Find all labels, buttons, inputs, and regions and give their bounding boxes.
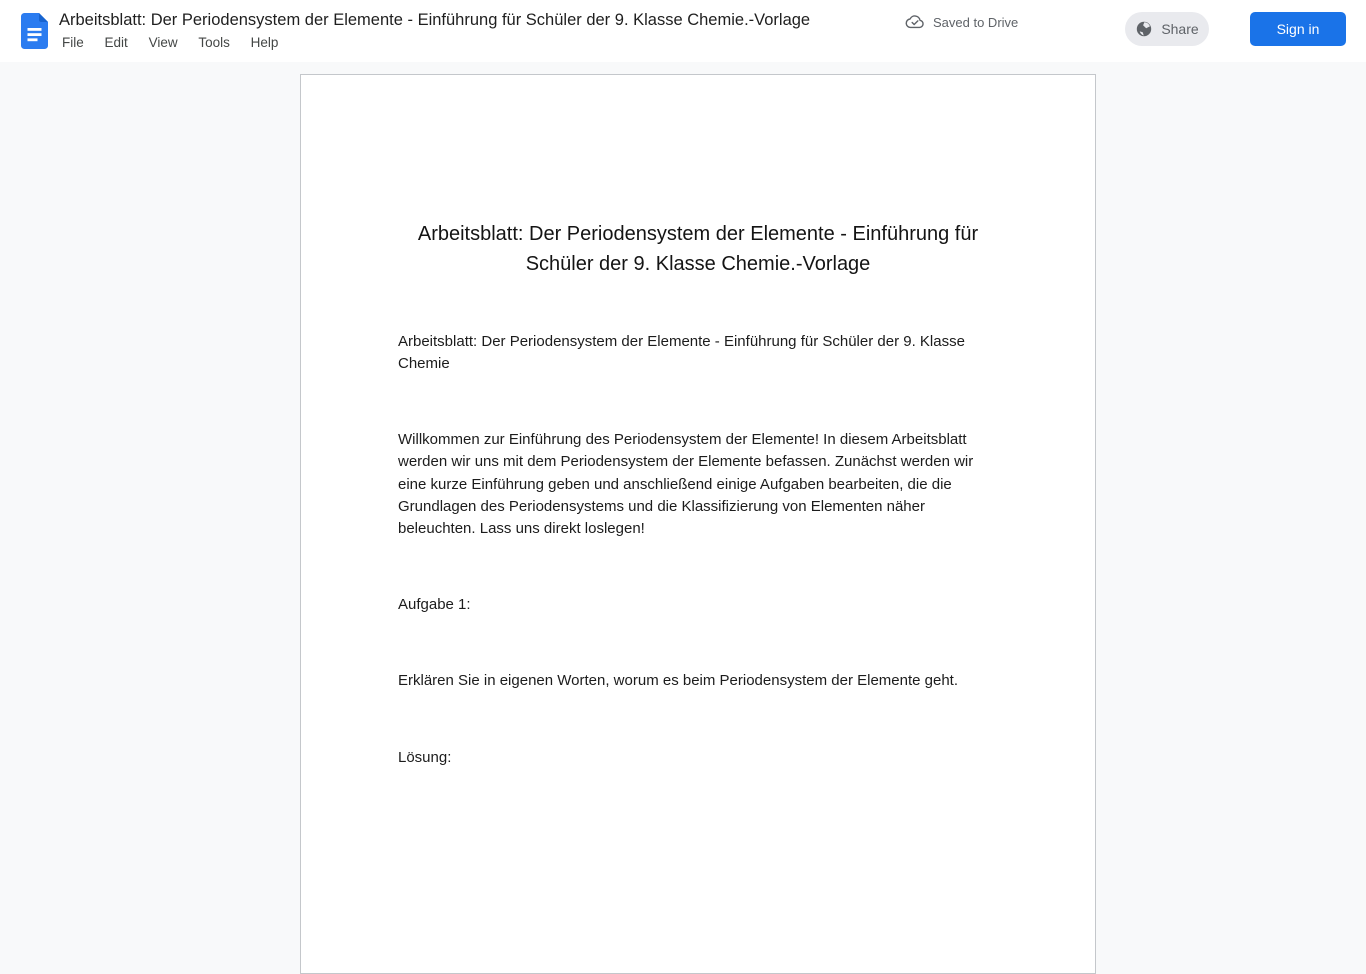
saved-status bbox=[905, 12, 1018, 32]
share-button[interactable] bbox=[1125, 12, 1209, 46]
document-canvas bbox=[0, 62, 1366, 768]
paragraph-intro: Willkommen zur Einführung des Periodensystem der Elemente! In diesem Arbeitsblatt werden wir uns mit dem Periodensystem der Elemente befassen. Zunächst werden wir eine kurze Einführung geben und anschließend einige Aufgaben bearbeiten, die die Grundlagen des Periodensystems und die Klassifizierung von Elementen näher beleuchten. Lass uns direkt loslegen! bbox=[398, 430, 974, 538]
docs-app-icon[interactable] bbox=[21, 13, 48, 49]
menu-item-view[interactable]: View bbox=[148, 35, 178, 50]
cloud-check-icon bbox=[905, 12, 925, 32]
docs-icon bbox=[21, 13, 48, 49]
saved-status-label: Saved to Drive bbox=[933, 14, 1019, 30]
title-area bbox=[59, 10, 810, 52]
paragraph-subtitle: Arbeitsblatt: Der Periodensystem der Elemente - Einführung für Schüler der 9. Klasse Chemie bbox=[398, 333, 965, 373]
sign-in-label: Sign in bbox=[1276, 21, 1320, 37]
page-content bbox=[301, 75, 1095, 769]
menu-bar bbox=[59, 33, 810, 52]
menu-item-edit[interactable]: Edit bbox=[104, 35, 128, 50]
task-label: Aufgabe 1: bbox=[398, 595, 471, 613]
sign-in-button[interactable] bbox=[1250, 12, 1346, 46]
top-bar bbox=[0, 0, 1366, 62]
solution-label: Lösung: bbox=[398, 748, 452, 766]
menu-item-file[interactable]: File bbox=[62, 35, 84, 50]
menu-item-tools[interactable]: Tools bbox=[198, 35, 230, 50]
menu-item-help[interactable]: Help bbox=[250, 35, 279, 50]
share-button-label: Share bbox=[1161, 21, 1199, 37]
document-title: Arbeitsblatt: Der Periodensystem der Elemente - Einführung für Schüler der 9. Klasse Chemie.-Vorlage bbox=[59, 11, 811, 29]
document-page bbox=[300, 74, 1096, 974]
globe-icon bbox=[1135, 20, 1153, 38]
task-question: Erklären Sie in eigenen Worten, worum es beim Periodensystem der Elemente geht. bbox=[398, 672, 959, 690]
doc-heading: Arbeitsblatt: Der Periodensystem der Elemente - Einführung für Schüler der 9. Klasse Chemie.-Vorlage bbox=[417, 223, 979, 275]
